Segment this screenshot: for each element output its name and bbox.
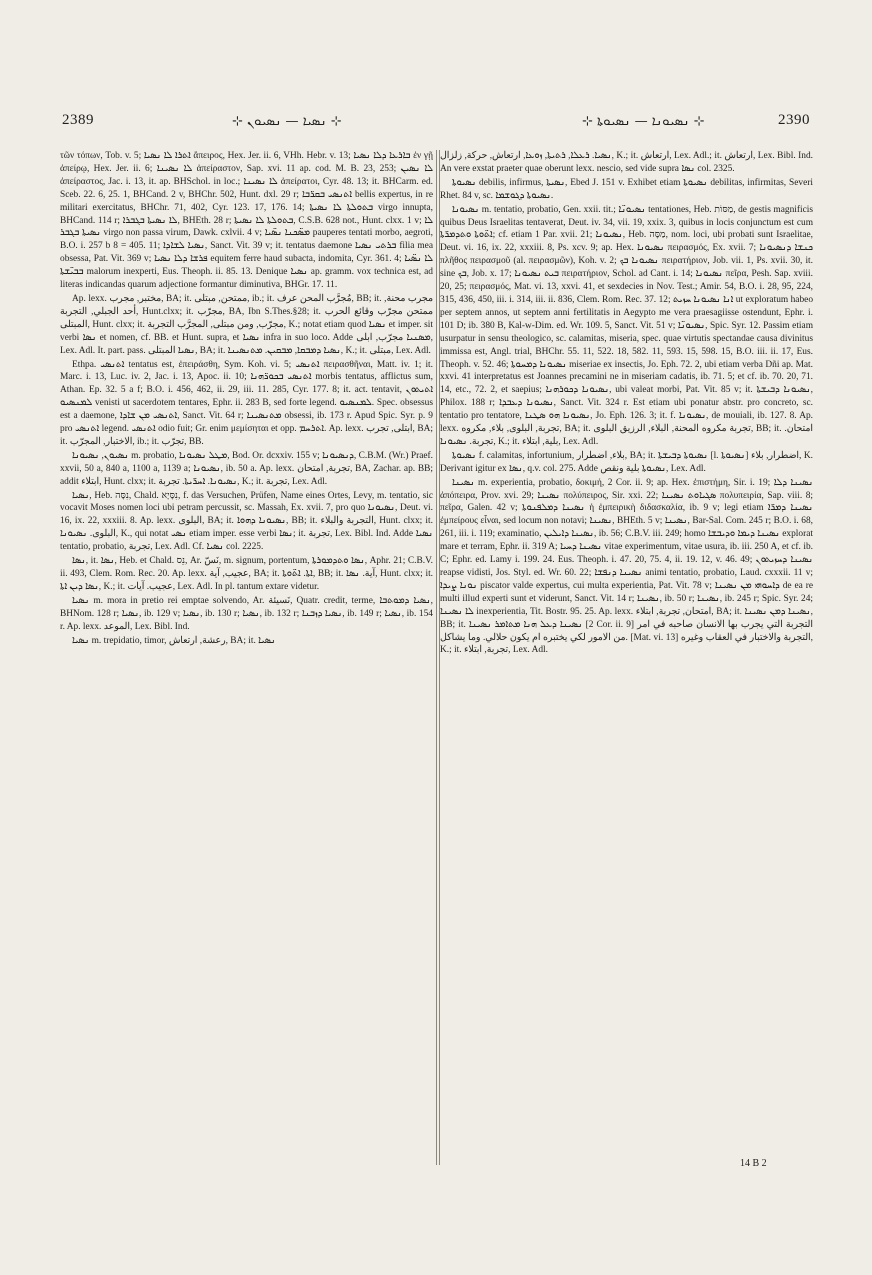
entry-paragraph: ܢܣܝܐ. ܪܥܠܐ, ܪܬܝܬܐ, ܙܘܥܐ, ‏ارتعاش, حركة, ‏زلزال, K.; it. ‏ارتعاش, Lex. Adl.; it. ‏ارتعاش, Lex. Bibl. Ind. An vere exstat praeter quae oberunt lexx. nescio, sed vide supra ܢܣܐ col. 2325. [440, 151, 813, 174]
entry-paragraph: ܢܣܝܘܢܐ m. tentatio, probatio, Gen. xxii. tit.; ܢܣܝܘܢ̈ܐ tentationes, Heb. מַסּוֹת, de gestis magnificis quibus Deus Israelitas tentaverat, Deut. iv. 34, vii. 19, xxix. 3, quibus in locis conjunctum est cum ܐܬ̈ܘܬܐ ܘܬܕܡܪ̈ܬܐ; cf. etiam 1 Par. xvii. 21; ܢܣܝܘܢܐ, Heb. מַסָּה, nom. loci, ubi probati sunt Israelitae, Deut. vi. 16, ix. 22, xxxiii. 8, Ps. xcv. 9; ap. Hex. ܢܣܝܘܢܐ πειρασμός, Ex. xvii. 7; ܟܢܫܐ ܕܢܣܝܘܢܐ πλῆθος πειρασμοῦ (al. πειρασμῶν), Koh. v. 2; ܢܣܝܘܢܐ ܒܟ πειρατήριον, Job. vii. 1, Ps. xvii. 30, it. sine ܒܟ, Job. x. 17; ܒܝܬ ܢܣܝܘܢܐ πειρατήριον, Schol. ad Cant. i. 14; ܢܣܝܘܢܐ πεῖρα, Pesh. Sap. xviii. 20, 25; πειρασμός, Mat. vi. 13, xxvi. 41, et sexdecies in Nov. Test.; Amir. 54, B.O. i. 28, 95, 224, 315, 436, 450, iii. i. 314, iii. ii. 836, Clem. Rom. Rec. 37. 12; ܐܢܐ ܢܣܝܘܢܐ ܚܙܝܬ ut exploratum habeo per septem annos, ut septem anni fertilitatis in Aegypto me vera praesagiisse ostendunt, Ephr. i. 101 D; ib. 380 B, Kal-w-Dim. ed. Wr. 109. 5, Sanct. Vit. 51 v; ܢܣܝܘܢ̈ܐ, Spic. Syr. 12. Passim etiam usurpatur in sensu theologico, sc. calamitas, miseria, spec. quae virtutis spectandae causa divinitus immissa est, Angl. trial, BHChr. 55. 11, 522. 18, 582. 11, 593. 15, 598. 15, B.O. iii. ii. 17, Eus. Theoph. v. 52. 46; ܢܣܝܘܢܐ ܕܡܚܘܬܐ miseriae ex insectis, Jo. Eph. 72. 2, ubi etiam verba Dñi ap. Mat. xxvi. 41 interpretatus est Joannes precamini ne in miseriam cadatis, ib. 71. 5; et cf. ib. 70. 20, 71. 14, etc., 72. 2, et saepius; ܢܣܝܘܢܐ ܕܟܘܪܗܢܐ, ubi valeat morbi, Pat. Vit. 85 v; it. ܢܣܝܘܢܐ ܕܒܝܫܬܐ, Philox. 188 r; ܢܣܝܘܢܐ ܕܥܒܕܐ, Sanct. Vit. 324 r. Est etiam ubi ponatur abstr. pro concreto, sc. tentatio pro tentatore, ܢܣܝܘܢܐ ܗܘ ܣܛܢܐ, Jo. Eph. 126. 3; it. f. ܢܣܝܘܢܐ, de mouiali, ib. 127. 8. Ap. lexx. ‏تجربة, البلوى, بلاء, مكروه, BA; it. ‏تجربة مكروه المحنة, البلاء, الرزيق البلوى, BB; it. ‏امتحان. تجربة. ܢܣܝܘܢܐ, K.; it. ‏بلية, ابتلاء, Lex. Adl. [440, 204, 814, 447]
column-divider [436, 150, 437, 1165]
left-column [60, 150, 433, 648]
left-page-number: 2389 [62, 112, 94, 128]
entry-paragraph: ܢܣܝܐ, Heb. נִסָּה, Chald. נִסָּיָא, f. das Versuchen, Prüfen, Name eines Ortes, Levy, m. tentatio, sic vocavit Moses nomen loci ubi petram percussit, sc. Massah, Ex. xvii. 7, pro quo ܢܣܝܘܢܐ, Deut. vi. 16, ix. 22, xxxiii. 8. Ap. lexx. البلوى, BA; it. ܢܣܝܘܢܐ ܕܗܘܐ, BB; it. ‏التجربة والبلاء, Hunt. clxx; it. ‏البلوى. ܢܣܝܘܢܐ, K., qui notat ܢܣܝ etiam imper. esse verbi ܢܣܐ; it. ‏تجربة, Lex. Bibl. Ind. Adde ܢܣܝܐ tentatio, probatio, ‏تجربة, Lex. Adl. Cf. ܢܣܝܐ col. 2225. [60, 490, 433, 553]
entry-paragraph: ܢܣܝܐ m. trepidatio, timor, ‏رعشة, ارتعاش, BA; it. ܢܣܝܐ [72, 635, 276, 646]
entry-paragraph: ܢܣܝܐ m. mora in pretio rei emptae solvendo, Ar. نَسيئة, Quatr. credit, terme, ܢܣܝܐ ܕܡܘܬܒܐ, BHNom. 128 r; ܢܣܝܐ, ib. 129 v; ܢܣܝܐ, ib. 130 r; ܢܣܝܐ, ib. 132 r; ܢܣܝܐ ܕܙܒܢܐ, ib. 149 r; ܢܣܝܐ, ib. 154 r. Ap. lexx. ‏الموعد, Lex. Bibl. Ind. [60, 595, 433, 632]
entry-paragraph: ܢܣܝܘܬܐ debilis, infirmus, ܢܣܝܬܐ, Ebed J. 151 v. Exhibet etiam ܢܣܝܘܬܐ debilitas, infirmitas, Severi Rhet. 84 v, sc. ܢܣܝܘܬܐ ܕܓܘܫܡܐ. [440, 177, 813, 201]
entry-paragraph: Ap. lexx. مختبر, مجرب, BA; it. ممتحن, مبتلى, ib.; it. مُجرَّب المحن عرف, BB; it. مجرب محنة, أحد الجبلي, ‏التجربة, Hunt.clxx; it. ‏مجرّب, BA, Ibn S.Thes.§28; it. ‏ممتحن مجرّب وقائع الحرب المبتلى, Hunt. clxx; it. ‏مجرّب, ومن مبتلى, ‏المجرَّب التجربة, K.; notat etiam quod ܢܣܝܐ et imper. sit verbi ܢܣܐ et nomen, cf. BB. et Hunt. supra, et ܢܣܝܐ infra in suo loco. Adde ܡܣܢܝܐ مجرّب, ابلى, Lex. Adl. It. part. pass. ܢܣܝܐ المبتلى, BA; it. ܢܣܝܐ ܕܡܒܩܐ, ܡܒܩܝܢ. ܡܬܢܣܝܢܐ, K.; it. ‏مبتلى, Lex. Adl. [60, 293, 433, 356]
printer-signature: 14 B 2 [740, 1158, 767, 1169]
right-running-title: ⊹ ܢܣܝܘܢܐ — ܢܣܝܘܬܐ ⊹ [582, 114, 705, 129]
entry-paragraph: ܢܣܝܘܬܐ f. calamitas, infortunium, ‏بلاء, اضطرار, BA; it. ܢܣܝܘܬܐ ܕܒܝܫܬܐ [l. ܢܣܝܘܬܐ] ‏اضطرار, بلاء, K. Derivant igitur ex ܢܣܐ, q.v. col. 275. Adde ܢܣܝܘܬܐ ‏بلية ونقص, Lex. Adl. [440, 450, 814, 474]
entry-paragraph: ܢܣܝܘܢ, ܢܣܝܘܢܐ m. probatio, ܡܛܠ ܢܣܝܘܢܐ, Bod. Or. dcxxiv. 155 v; ܕܢܣܝܘܢܐ, C.B.M. (Wr.) Praef. xxvii, 50 a, 840 a, 1100 a, 1139 a; ܢܣܝܘܢܐ, ib. 50 a. Ap. lexx. تجربة, امتحان, BA, Zachar. ap. BB; addit ابتلاء, Hunt. clxx; it. ܢܣܝܘܢܐ. ܐܚܪ̈ܝܬܐ. تجربة, K.; it. ‏تجربة, Lex. Adl. [60, 450, 434, 487]
left-running-title: ⊹ ܢܣܝܐ — ܢܣܝܘܢ ⊹ [232, 114, 342, 129]
right-column [440, 150, 813, 658]
right-page-number: 2390 [778, 112, 810, 128]
page-header [62, 112, 810, 134]
entry-paragraph: ܢܣܝܢܐ m. experientia, probatio, δοκιμή, 2 Cor. ii. 9; ap. Hex. ἐπιστήμη, Sir. i. 19; ܢܣܝܢܐ ܕܠܐ ἀπόπειρα, Prov. xvi. 29; ܢܣܝܢܐ πολύπειρος, Sir. xxi. 22; ܣܓܝܐܘܬ ܢܣܝܢܐ πολυπειρία, Sap. viii. 8; πεῖρα, Galen. 42 v; ܢܣܝܢܐ ܕܡܠܦܢܘܬܐ ἡ ἐμπειρικὴ διδασκαλία, ib. 9 v; legi etiam ܢܣܝܢܐ ܕܡܪ̈ܐ ἐμπείρους εἶναι, sed locum non notavi; ܢܣܝܢܐ, BHEth. 5 v; ܢܣܝܢܐ, Bar-Sal. Com. 245 r; B.O. i. 68, 261, iii. i. 119; examinatio, ܢܣܝܢܐ ܕܐܝܠܝܢ, ib. 56; C.B.V. iii. 249; homo ܢܣܝܢܐ ܕܝܡܐ ܘܕܝܒܫܐ explorat mare et terram, Ephr. ii. 319 A; ܢܣܝܢܐ ܕܚܝܐ vitae experimentum, vitae usura, ib. iii. 250 A, et cf. ib. C; Ephr. ed. Lamy i. 199. 24. Eus. Theoph. i. 47. 20, 75. 4, ii. 19. 12, v. 46. 49; ܢܣܝܢܐ ܕܚܙܝܬܘܢ reapse vidisti, Jos. Styl. ed. Wr. 60. 22; ܢܣܝܢܐ ܕܢܦܫܐ animi tentatio, probatio, Laud. cxxxii. 11 v; ܢܘܢܐ ܨܝܕܐ piscator valde expertus, cui multa experientia, Pat. Vit. 78 v; ܕܐܚܘܗܝ ܡܢ ܢܣܝܢܐ de ea re multi illud experti sunt et viderunt, Sanct. Vit. 14 r; ܢܣܝܢܐ, ib. 50 r; ܢܣܝܢܐ, ib. 245 r; Spic. Syr. 24; ܠܐ ܢܣܝܢܐ inexperientia, Tit. Bostr. 95. 25. Ap. lexx. ‏امتحان, تجربة, ابتلاء, BA; it. ܢܣܝܢܐ ܕܡܢ ܢܣܝܢܐ, BB; it. ܢܣܝܢܐ ܕܥܠ ܗܢܐ ܡܬܐܡܪ ܢܣܝܢܐ [2 Cor. ii. 9] ‏التجربة التي يجرب بها الانسان صاحبه في امر من الامور لكي يختبره ام يكون حلالي. وما يشاكل. [Mat. vi. 13] ‏التجربة والاختبار في العقاب وغيره, K.; it. ‏تجربة, ابتلاء, Lex. Adl. [440, 477, 814, 656]
entry-paragraph: Ethpa. ܐܬܢܣܝ tentatus est, ἐπειράσθη, Sym. Koh. vi. 5; ܐܬܢܣܝ πειρασθῆναι, Matt. iv. 1; it. Marc. i. 13, Luc. iv. 2, Jac. i. 13, Apoc. ii. 10; ܐܬܢܣܝ ܒܟܘܪ̈ܗܢܐ morbis tentatus, afflictus sum, Athan. Ep. 32. 5 a f; B.O. i. 456, 462, ii. 29, iii. 11. 285, Cyr. 177. 8; it. act. tentavit, ܐܬܝܬܘܢ ܠܡܢܣܝܘ venisti ut sacerdotem tentares, Ephr. ii. 283 B, sed forte legend. ܠܡܢܣܝܘ. Spec. obsessus est a daemone, ܐܬܢܣܝ ܡܢ ܫܐܕܐ, Sanct. Vit. 64 r; ܡܬܢܣܝܢܐ obsessi, ib. 173 r. Apud Spic. Syr. p. 9 pro ܐܬܢܣܝ legend. ܐܬܢܣܝ odio fuit; Gr. enim μεμίσηται et opp. ܐܬܪܚܡ. Ap. lexx. ابتلى, تجرب, BA; it. الاختبار, المجرّب, ib.; it. ‏تجرّب, BB. [60, 359, 433, 447]
entry-paragraph: τῶν τόπων, Tob. v. 5; ܐܬܪܐ ܠܐ ܢܣܝܐ ἄπειρος, Hex. Jer. ii. 6, VHh. Hebr. v. 13; ܒܐܪܥܐ ܕܠܐ ܢܣܝܐ ἐν γῇ ἀπείρῳ, Hex. Jer. ii. 6; ܠܐ ܢܣܝܢܐ ἀπείραστον, Sap. xvi. 11 ap. cod. M. B. 23, 253; ܠܐ ܢܣܝܢ ἀπείραστος, Jac. i. 13, it. ap. BHSchol. in loc.; ܠܐ ܢܣܝܢܐ ἀπείρατοι, Cyr. 48. 13; it. BHCarm. ed. Sceb. 22. 6, 25. 1, BHCand. 2 v, BHChr. 502, Hunt. dxl. 29 r; ܐܬܢܣܝ ܒܩܪ̈ܒܐ bellis expertus, in re militari exercitatus, BHChr. 71, 402, Cyr. 123. 17, 176. 14; ܒܬܘܠܬܐ ܠܐ ܢܣܝܬܐ virgo innupta, BHCand. 114 r; ܠܐ ܢܣܝܬܐ ܒܓܒܪܐ, BHEth. 28 r; ܒܬܘܠܬܐ ܠܐ ܢܣܝܬܐ, C.S.B. 628 not., Hunt. clxx. 1 v; ܠܐ ܢܣܝܬܐ ܒܓܒܪ virgo non passa virum, Dawk. cxlvii. 4 v; ܡܣ̈ܟܢܐ ܢܣ̈ܝܐ pauperes tentati morbo, aegroti, B.O. i. 257 b 8 = 405. 11; ܢܣܝܐ ܠܫܐܕܐ, Sanct. Vit. 39 v; it. tentatus daemone ܒܪܬܝ ܢܣܝܐ filia mea obsessa, Pat. Vit. 369 v; ܦܪܫܐ ܕܠܐ ܢܣܝܐ equitem ferre haud subacta, indomita, Cyr. 361. 4; ܠܐ ܢܣ̈ܝܐ ܒܒܝ̈ܫܬܐ malorum inexperti, Eus. Theoph. ii. 85. 13. Denique ܢܣܝܐ ap. gramm. vox technica est, ad literas indicandas quarum adjectione formantur diminutiva, BHGr. 17. 11. [60, 151, 434, 291]
entry-paragraph: ܢܣܐ, it. ܢܣܐ, Heb. et Chald. נֵס, Ar. نَسّ, m. signum, portentum, ܢܣܐ ܘܬܕܡܘܪܬܐ, Aphr. 21; C.B.V. ii. 493, Clem. Rom. Rec. 20. Ap. lexx. عجيب, آية, BA; it. ܐܬܐ. ܐܬ̈ܘܬܐ, BB; it. ‏آية. ܢܣܐ, Hunt. clxx; it. ܢܣܐ ܕܝܢ ܐܬܐ, K.; it. ‏عجيب. آيات, Lex. Adl. In pl. tantum extare videtur. [60, 556, 434, 592]
